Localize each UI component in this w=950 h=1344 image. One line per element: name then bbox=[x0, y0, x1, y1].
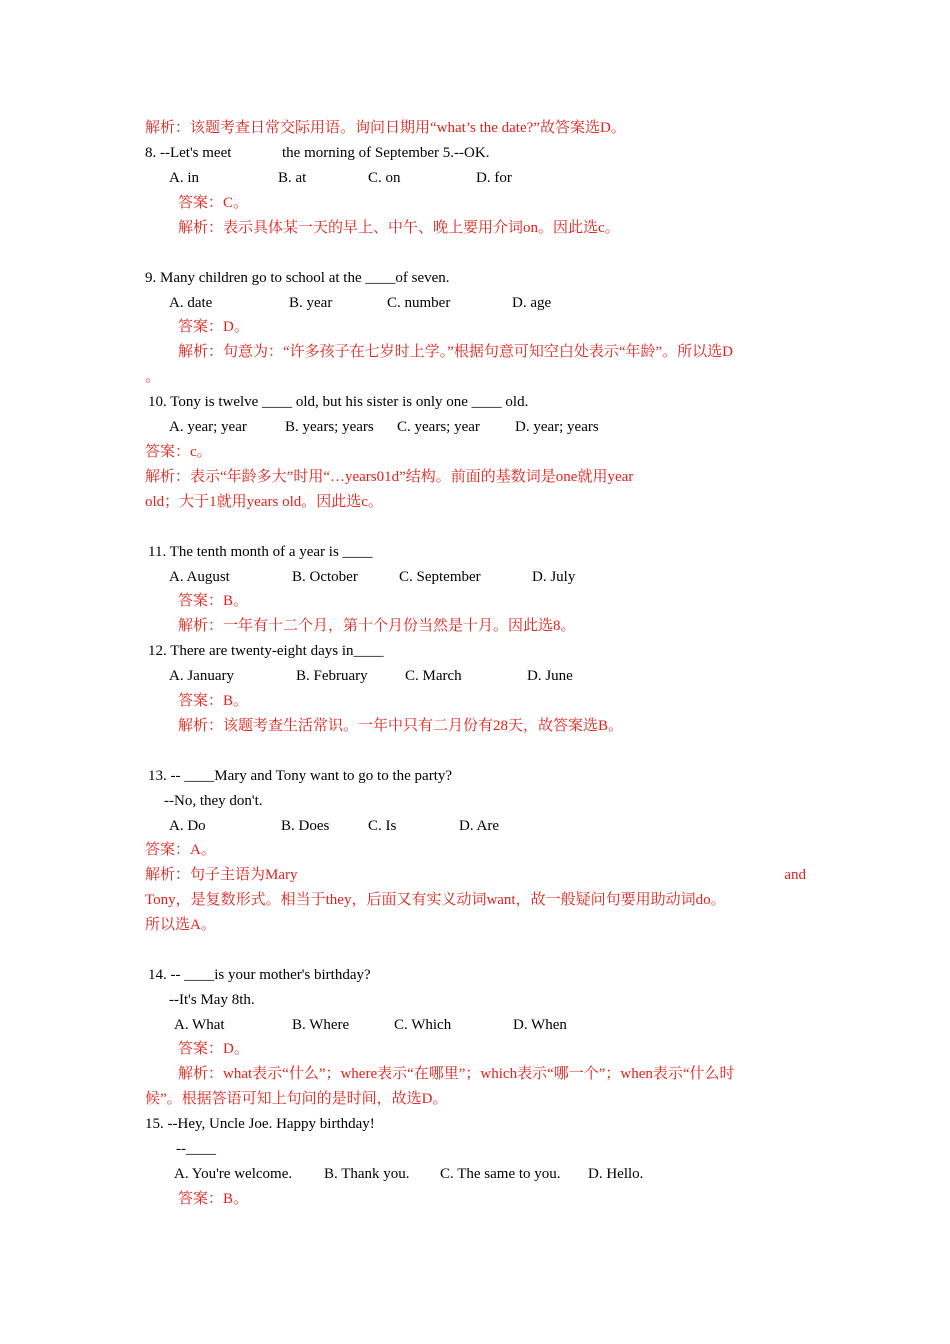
q11-option-d: D. July bbox=[532, 569, 576, 585]
q14-answer: 答案：D。 bbox=[178, 1041, 249, 1057]
q15-reply: --____ bbox=[176, 1141, 216, 1157]
q12-stem: 12. There are twenty-eight days in____ bbox=[148, 643, 384, 659]
q8-analysis: 解析：表示具体某一天的早上、中午、晚上要用介词on。因此选c。 bbox=[178, 220, 620, 236]
q13-reply: --No, they don't. bbox=[164, 793, 263, 809]
q15-stem: 15. --Hey, Uncle Joe. Happy birthday! bbox=[145, 1116, 375, 1132]
q14-analysis-line1: 解析：what表示“什么”；where表示“在哪里”；which表示“哪一个”；when表示“什么时 bbox=[178, 1066, 735, 1082]
q12-option-b: B. February bbox=[296, 668, 368, 684]
q10-option-b: B. years; years bbox=[285, 419, 374, 435]
q9-analysis-line2: 。 bbox=[145, 369, 161, 385]
q8-option-a: A. in bbox=[169, 170, 199, 186]
q14-option-b: B. Where bbox=[292, 1017, 350, 1033]
q13-stem: 13. -- ____Mary and Tony want to go to the party? bbox=[148, 768, 453, 784]
q8-option-c: C. on bbox=[368, 170, 401, 186]
q13-option-c: C. Is bbox=[368, 818, 397, 834]
q15-option-d: D. Hello. bbox=[588, 1166, 644, 1182]
q14-option-d: D. When bbox=[513, 1017, 567, 1033]
q10-option-c: C. years; year bbox=[397, 419, 480, 435]
q14-reply: --It's May 8th. bbox=[169, 992, 255, 1008]
q13-option-a: A. Do bbox=[169, 818, 206, 834]
q8-stem-start: 8. --Let's meet bbox=[145, 145, 232, 161]
q10-analysis-line1: 解析：表示“年龄多大”时用“…years01d”结构。前面的基数词是one就用year bbox=[145, 469, 634, 485]
q13-analysis-line1 bbox=[145, 865, 806, 885]
q12-option-c: C. March bbox=[405, 668, 462, 684]
q8-answer: 答案：C。 bbox=[178, 195, 249, 211]
q9-option-c: C. number bbox=[387, 295, 451, 311]
q15-option-b: B. Thank you. bbox=[324, 1166, 410, 1182]
q13-answer: 答案：A。 bbox=[145, 842, 216, 858]
q10-analysis-line2: old；大于1就用years old。因此选c。 bbox=[145, 494, 383, 510]
q9-option-d: D. age bbox=[512, 295, 552, 311]
q8-stem-end: the morning of September 5.--OK. bbox=[282, 145, 490, 161]
q9-answer: 答案：D。 bbox=[178, 319, 249, 335]
q9-stem: 9. Many children go to school at the ____of seven. bbox=[145, 270, 450, 286]
q11-option-b: B. October bbox=[292, 569, 358, 585]
q12-analysis: 解析：该题考查生活常识。一年中只有二月份有28天，故答案选B。 bbox=[178, 718, 624, 734]
q13-option-d: D. Are bbox=[459, 818, 499, 834]
q10-answer: 答案：c。 bbox=[145, 444, 212, 460]
q9-analysis-line1: 解析：句意为：“许多孩子在七岁时上学。”根据句意可知空白处表示“年龄”。所以选D bbox=[178, 344, 733, 360]
q14-option-c: C. Which bbox=[394, 1017, 452, 1033]
q15-option-c: C. The same to you. bbox=[440, 1166, 561, 1182]
q14-option-a: A. What bbox=[174, 1017, 225, 1033]
q13-analysis-line1-start: 解析：句子主语为Mary bbox=[145, 867, 298, 883]
q8-option-b: B. at bbox=[278, 170, 307, 186]
q14-analysis-line2: 候”。根据答语可知上句问的是时间，故选D。 bbox=[145, 1091, 448, 1107]
q15-answer: 答案：B。 bbox=[178, 1191, 249, 1207]
q12-answer: 答案：B。 bbox=[178, 693, 249, 709]
q10-stem: 10. Tony is twelve ____ old, but his sister is only one ____ old. bbox=[148, 394, 529, 410]
q13-analysis-line3: 所以选A。 bbox=[145, 917, 216, 933]
q13-analysis-line2: Tony，是复数形式。相当于they，后面又有实义动词want，故一般疑问句要用助动词do。 bbox=[145, 892, 726, 908]
q8-option-d: D. for bbox=[476, 170, 512, 186]
q14-stem: 14. -- ____is your mother's birthday? bbox=[148, 967, 371, 983]
q13-option-b: B. Does bbox=[281, 818, 330, 834]
q12-option-d: D. June bbox=[527, 668, 573, 684]
q12-option-a: A. January bbox=[169, 668, 234, 684]
q10-option-a: A. year; year bbox=[169, 419, 247, 435]
q9-option-b: B. year bbox=[289, 295, 333, 311]
q11-analysis: 解析：一年有十二个月，第十个月份当然是十月。因此选8。 bbox=[178, 618, 576, 634]
q7-analysis: 解析：该题考查日常交际用语。询问日期用“what’s the date?”故答案选D。 bbox=[145, 120, 626, 136]
q10-option-d: D. year; years bbox=[515, 419, 599, 435]
q11-option-a: A. August bbox=[169, 569, 230, 585]
q11-answer: 答案：B。 bbox=[178, 593, 249, 609]
q9-option-a: A. date bbox=[169, 295, 213, 311]
q15-option-a: A. You're welcome. bbox=[174, 1166, 293, 1182]
q13-analysis-line1-end: and bbox=[784, 867, 806, 883]
q11-stem: 11. The tenth month of a year is ____ bbox=[148, 544, 373, 560]
q11-option-c: C. September bbox=[399, 569, 481, 585]
